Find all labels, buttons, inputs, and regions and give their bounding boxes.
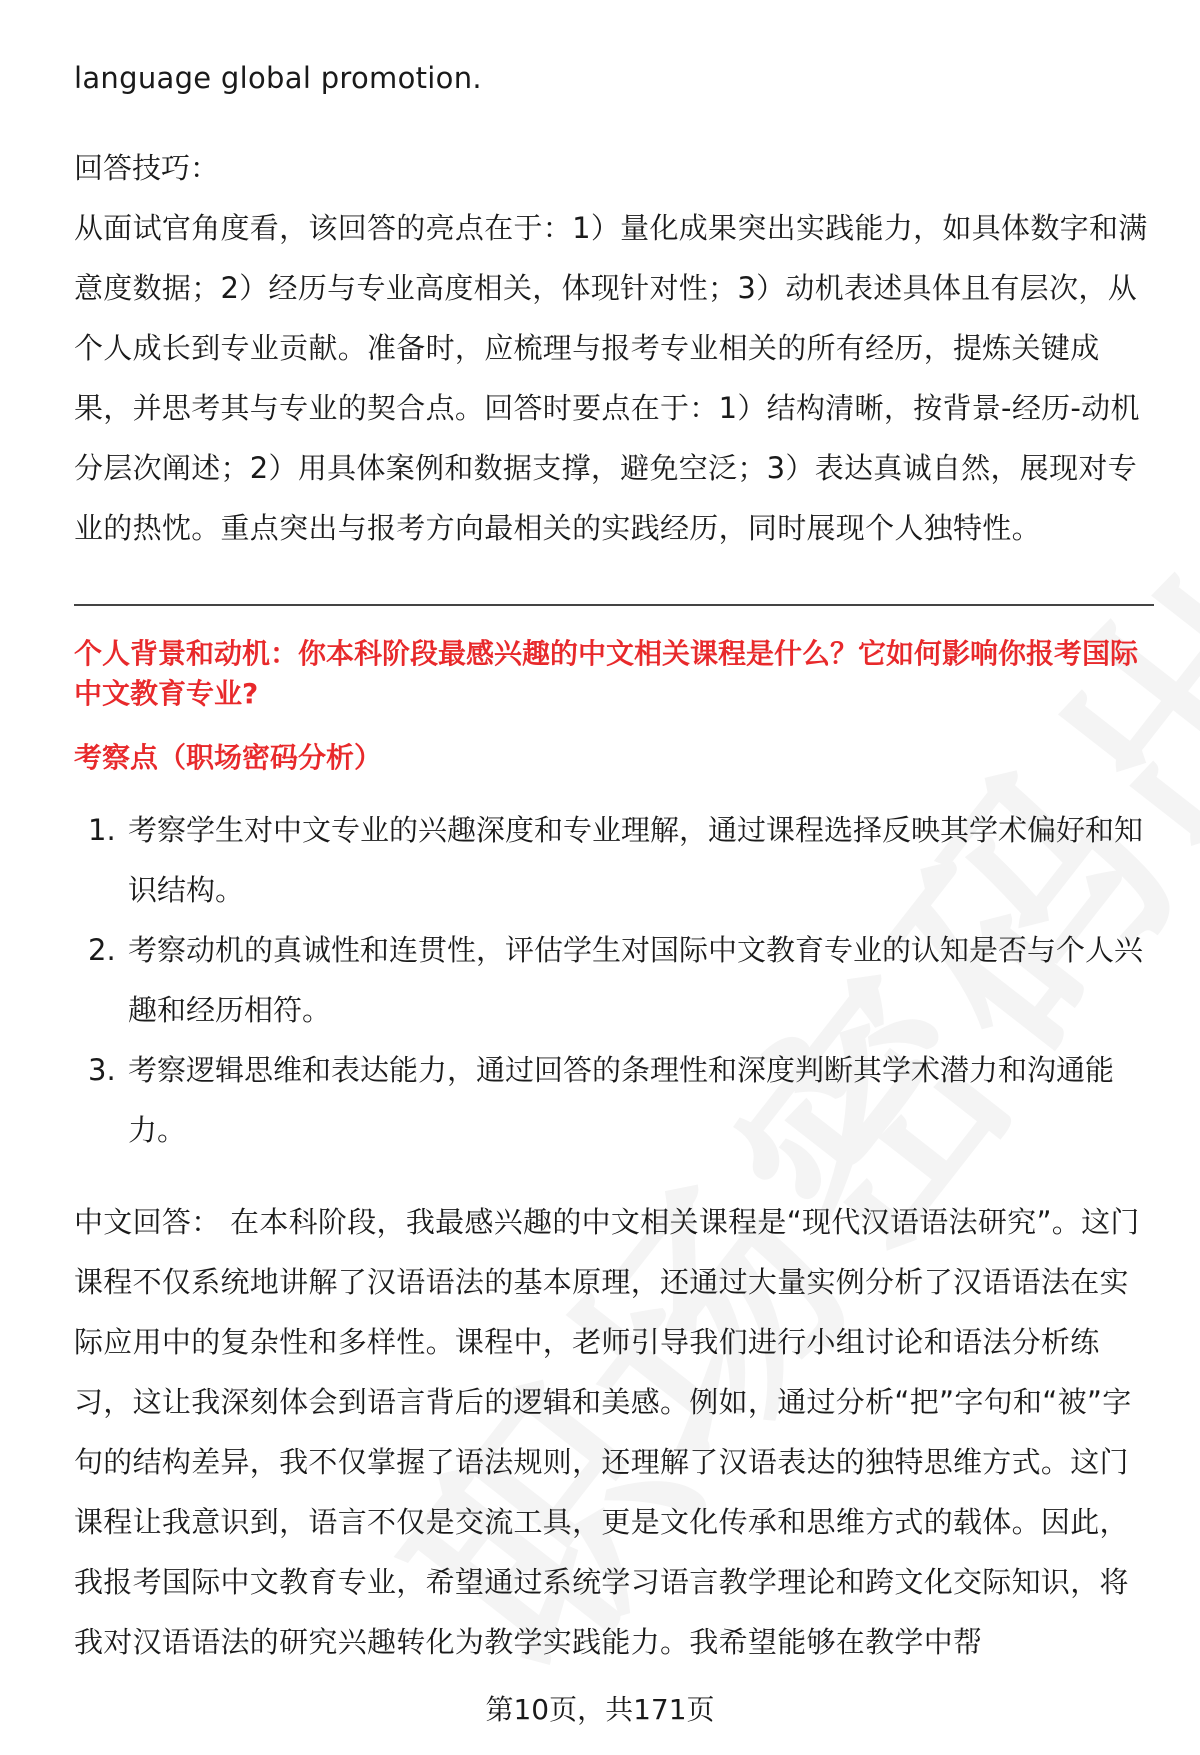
intro-tail-text: language global promotion. bbox=[74, 61, 482, 95]
list-item-text: 考察学生对中文专业的兴趣深度和专业理解，通过课程选择反映其学术偏好和知识结构。 bbox=[128, 813, 1144, 907]
answer-label: 中文回答： bbox=[74, 1205, 221, 1239]
page-footer: 第10页，共171页 bbox=[485, 1693, 715, 1726]
list-item-number: 3. bbox=[88, 1053, 116, 1087]
list-item bbox=[74, 920, 1154, 1040]
answer-body: 在本科阶段，我最感兴趣的中文相关课程是“现代汉语语法研究”。这门课程不仅系统地讲解了汉语语法的基本原理，还通过大量实例分析了汉语语法在实际应用中的复杂性和多样性。课程中，老师引导我们进行小组讨论和语法分析练习，这让我深刻体会到语言背后的逻辑和美感。例如，通过分析“把”字句和“被”字句的结构差异，我不仅掌握了语法规则，还理解了汉语表达的独特思维方式。这门课程让我意识到，语言不仅是交流工具，更是文化传承和思维方式的载体。因此，我报考国际中文教育专业，希望通过系统学习语言教学理论和跨文化交际知识，将我对汉语语法的研究兴趣转化为教学实践能力。我希望能够在教学中帮 bbox=[74, 1205, 1140, 1659]
tips-body: 从面试官角度看，该回答的亮点在于：1）量化成果突出实践能力，如具体数字和满意度数据；2）经历与专业高度相关，体现针对性；3）动机表述具体且有层次，从个人成长到专业贡献。准备时，应梳理与报考专业相关的所有经历，提炼关键成果，并思考其与专业的契合点。回答时要点在于：1）结构清晰，按背景-经历-动机分层次阐述；2）用具体案例和数据支撑，避免空泛；3）表达真诚自然，展现对专业的热忱。重点突出与报考方向最相关的实践经历，同时展现个人独特性。 bbox=[74, 211, 1148, 545]
list-item bbox=[74, 1040, 1154, 1160]
list-item-text: 考察动机的真诚性和连贯性，评估学生对国际中文教育专业的认知是否与个人兴趣和经历相符。 bbox=[128, 933, 1144, 1027]
answer-paragraph bbox=[74, 1192, 1154, 1672]
list-item bbox=[74, 800, 1154, 920]
list-item-number: 1. bbox=[88, 813, 116, 847]
tips-label: 回答技巧： bbox=[74, 151, 220, 185]
analysis-list bbox=[74, 800, 1154, 1160]
analysis-heading: 考察点（职场密码分析） bbox=[74, 741, 383, 774]
document-page bbox=[74, 48, 1154, 1672]
list-item-number: 2. bbox=[88, 933, 116, 967]
list-item-text: 考察逻辑思维和表达能力，通过回答的条理性和深度判断其学术潜力和沟通能力。 bbox=[128, 1053, 1115, 1147]
question-heading: 个人背景和动机：你本科阶段最感兴趣的中文相关课程是什么？它如何影响你报考国际中文教育专业? bbox=[74, 637, 1139, 710]
section-divider bbox=[74, 604, 1154, 606]
